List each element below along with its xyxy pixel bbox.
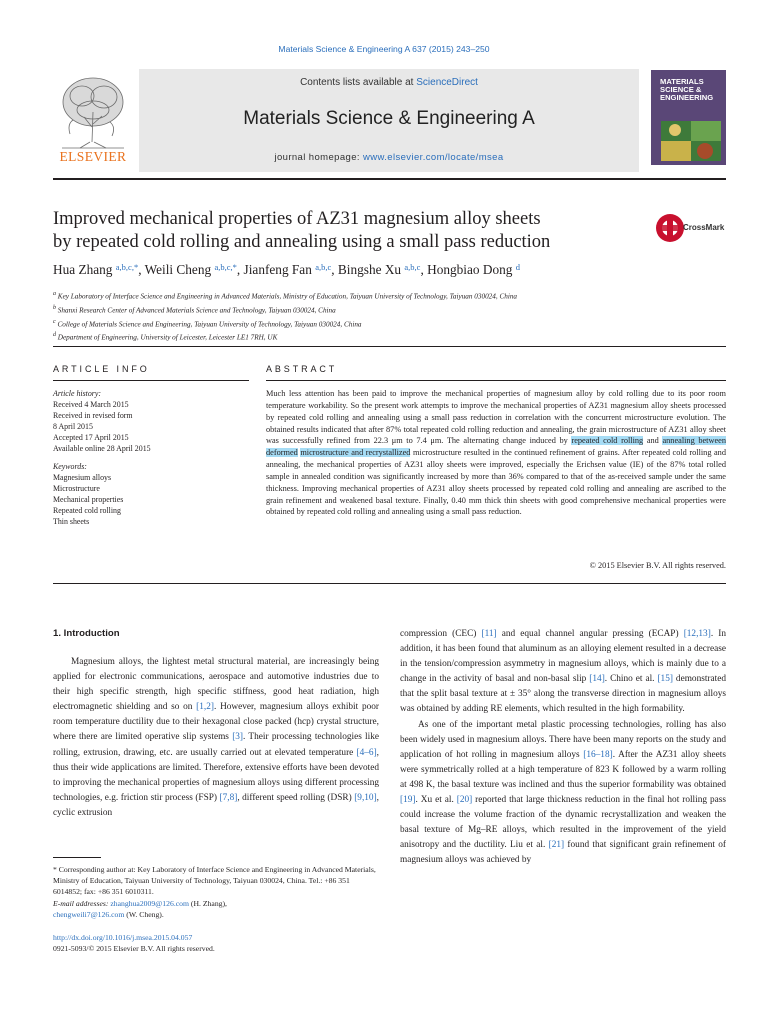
journal-homepage-link[interactable]: www.elsevier.com/locate/msea	[362, 152, 504, 163]
keyword: Repeated cold rolling	[53, 506, 121, 516]
body-text: . Their processing technologies like rolling, extrusion, drawing, etc. are usually carried out at elevated temperature	[53, 732, 380, 758]
affiliation-text: Department of Engineering, University of Leicester, Leicester LE1 7RH, UK	[57, 333, 278, 342]
body-text: , different speed rolling (DSR)	[237, 792, 355, 803]
article-info-divider	[53, 380, 249, 381]
email-label: E-mail addresses:	[53, 898, 111, 908]
cover-title-line: ENGINEERING	[660, 93, 714, 103]
author-affiliation-marks[interactable]: a,b,c,*	[115, 262, 139, 272]
abstract-divider	[266, 380, 726, 381]
author-separator: ,	[331, 262, 338, 277]
abstract-segment: and	[643, 436, 663, 446]
author-name: Jianfeng Fan	[243, 262, 312, 277]
citation-link[interactable]: [4–6]	[356, 747, 377, 758]
history-label: Article history:	[53, 389, 101, 398]
body-text: . Chino et al.	[604, 674, 658, 685]
cover-title-line: SCIENCE &	[660, 85, 702, 95]
author-separator: ,	[138, 262, 145, 277]
affiliations	[53, 289, 743, 344]
section-heading: 1. Introduction	[53, 628, 120, 639]
keyword: Mechanical properties	[53, 495, 124, 505]
affiliation	[53, 303, 743, 317]
citation-link[interactable]: [1,2]	[196, 702, 214, 713]
article-title	[53, 208, 643, 254]
title-line: Improved mechanical properties of AZ31 magnesium alloy sheets	[53, 209, 541, 229]
affiliation-text: College of Materials Science and Engineering, Taiyuan University of Technology, Taiyuan 030024, China	[57, 319, 362, 328]
author-separator: ,	[420, 262, 428, 277]
journal-homepage-line	[139, 152, 639, 163]
keywords	[53, 461, 253, 528]
body-text: As one of the important metal plastic processing technologies, rolling has also been widely used in magnesium alloys. There have been many reports on the study and application of hot rolling in magnesium alloys	[400, 719, 726, 760]
citation-link[interactable]: [15]	[657, 674, 673, 685]
affiliation-mark: b	[53, 304, 56, 311]
crossmark-label[interactable]: CrossMark	[683, 223, 725, 232]
citation-link[interactable]: [19]	[400, 795, 416, 806]
body-text: demonstrated that the split basal texture at ± 35° along the transverse direction in magnesium alloys was obtained by adding RE elements, which resulted in the high formability.	[400, 674, 726, 715]
author-name: Bingshe Xu	[337, 262, 402, 277]
highlighted-text[interactable]: annealing between deformed	[266, 436, 726, 458]
abstract-copyright: © 2015 Elsevier B.V. All rights reserved.	[589, 561, 726, 570]
citation-link[interactable]: [14]	[589, 674, 605, 685]
paragraph	[400, 718, 726, 869]
affiliation	[53, 289, 743, 303]
citation-link[interactable]: [20]	[456, 795, 473, 806]
author-affiliation-marks[interactable]: a,b,c	[404, 262, 421, 272]
header-divider	[53, 178, 726, 180]
section-divider	[53, 346, 726, 347]
contents-prefix: Contents lists available at	[300, 77, 417, 88]
homepage-prefix: journal homepage:	[274, 152, 363, 163]
body-text: , thus their wide applications are limited. Therefore, extensive efforts have been devoted to improving the mechanical properties of magnesium alloys using different processing technologies, e.g. friction stir process (FSP)	[53, 747, 379, 803]
history-item: Available online 28 April 2015	[53, 444, 151, 454]
body-column-left	[53, 655, 379, 821]
affiliation	[53, 330, 743, 344]
author-affiliation-marks[interactable]: a,b,c,*	[214, 262, 237, 272]
cover-title-line: MATERIALS	[660, 77, 704, 86]
citation-link[interactable]: [11]	[481, 629, 497, 639]
author-affiliation-marks[interactable]: a,b,c	[315, 262, 332, 272]
affiliation-text: Key Laboratory of Interface Science and Engineering in Advanced Materials, Ministry of Education, Taiyuan University of Technology, Taiyuan 030024, China	[57, 292, 518, 301]
article-history	[53, 388, 253, 455]
body-text: , cyclic extrusion	[53, 792, 379, 818]
body-text: . Xu et al.	[415, 795, 457, 806]
email-link[interactable]: zhanghua2009@126.com	[110, 898, 189, 908]
email-owner: (W. Cheng).	[124, 909, 164, 919]
body-text: found that significant grain refinement of magnesium alloys was achieved by	[400, 840, 726, 866]
keywords-label: Keywords:	[53, 462, 87, 471]
abstract-segment: Much less attention has been paid to improve the mechanical properties of magnesium alloy by cold rolling due to its poor room temperature workability. So the present work attempts to improve the mechanical properties of AZ31 magnesium alloy sheets processed by repeated cold rolling and annealing using a small pass reduction in correlation with the concurrent microstructure evolution. The obtained results indicated that after 87% total repeated cold rolling reduction and annealing, the grain microstructure of AZ31 alloy sheet was successfully refined from 22.3 μm to 7.4 μm. The alternating change induced by	[266, 389, 726, 446]
doi-link[interactable]: http://dx.doi.org/10.1016/j.msea.2015.04.057	[53, 933, 193, 942]
sciencedirect-link[interactable]: ScienceDirect	[416, 77, 478, 88]
body-text: . In addition, it has been found that aluminum as an alloying element resulted in a decrease in the tension/compression asymmetry in magnesium alloys, which is mainly due to a change in the activity of basal and non-basal slip	[400, 629, 726, 685]
author-name: Hongbiao Dong	[427, 262, 513, 277]
keyword: Magnesium alloys	[53, 473, 112, 483]
keyword: Microstructure	[53, 484, 100, 494]
history-item: Received 4 March 2015	[53, 400, 129, 410]
cover-title	[660, 78, 726, 103]
body-column-right	[400, 627, 726, 869]
abstract-segment: microstructure resulted in the continued refinement of grains. After repeated cold rolling and annealing, the mechanical properties of AZ31 alloy sheets were improved, especially the Erichsen value (IE) of the 87% total rolled sample in annealed condition was significantly increased by more than 36% compared to that of the as-received sample under the same thickness. Improving mechanical properties of AZ31 alloy sheets processed by repeated cold rolling and annealing are ascribed to the grain refinement and weakened basal texture. Finally, 0.40 mm thick thin sheets with good comprehensive mechanical properties were obtained by repeated cold rolling and annealing using a small pass reduction.	[266, 448, 726, 517]
abstract-text	[266, 388, 726, 518]
citation-link[interactable]: [9,10]	[354, 792, 377, 803]
affiliation	[53, 317, 743, 331]
citation-link[interactable]: [12,13]	[683, 629, 711, 639]
elsevier-wordmark: ELSEVIER	[59, 149, 127, 164]
author-name: Weili Cheng	[144, 262, 212, 277]
title-line: by repeated cold rolling and annealing using a small pass reduction	[53, 232, 551, 252]
journal-reference[interactable]: Materials Science & Engineering A 637 (2015) 243–250	[278, 44, 490, 54]
citation-link[interactable]: [7,8]	[219, 792, 238, 803]
corresponding-author-footnote	[53, 864, 379, 920]
author-list	[53, 262, 733, 278]
body-text: reported that large thickness reduction in the final hot rolling pass could increase the volume fraction of the dynamic recrystallization and weaken the basal texture of Mg–RE alloys, which resulted in the improvement of the yield anisotropy and the ductility. Liu et al.	[400, 795, 726, 851]
body-text: Magnesium alloys, the lightest metal structural material, are increasingly being applied for electronic communications, aerospace and automotive industries due to their high specific strength, high specific stiffness, good heat radiation, high electromagnetic shielding and so on	[53, 657, 379, 713]
affiliation-text: Shanxi Research Center of Advanced Materials Science and Technology, Taiyuan 030024, China	[57, 306, 336, 315]
issn-line: 0921-5093/© 2015 Elsevier B.V. All rights reserved.	[53, 944, 215, 953]
cover-artwork	[661, 121, 721, 161]
body-text: . However, magnesium alloys exhibit poor room temperature ductility due to their hexagonal close packed (hcp) crystal structure, where there are limited operative slip systems	[53, 702, 380, 743]
history-item: Accepted 17 April 2015	[53, 433, 129, 443]
article-info-heading: ARTICLE INFO	[53, 364, 150, 374]
journal-title: Materials Science & Engineering A	[243, 108, 535, 129]
history-item: 8 April 2015	[53, 422, 93, 432]
contents-line	[139, 77, 639, 88]
affiliation-mark: d	[53, 332, 56, 339]
author-name: Hua Zhang	[53, 262, 113, 277]
highlighted-text[interactable]: microstructure and recrystallized	[300, 448, 411, 458]
citation-link[interactable]: [21]	[548, 840, 565, 851]
history-item: Received in revised form	[53, 411, 133, 421]
body-text: . After the AZ31 alloy sheets were symmetrically rolled at a high temperature of 823 K followed by a warm rolling at 498 K, the basal texture was inclined and thus the superior formability was obtained	[400, 749, 726, 790]
body-text: compression (CEC)	[400, 629, 482, 639]
affiliation-mark: c	[53, 318, 56, 325]
citation-link[interactable]: [16–18]	[583, 749, 613, 760]
author-affiliation-marks[interactable]: d	[515, 262, 521, 272]
email-line	[53, 898, 379, 920]
affiliation-mark: a	[53, 291, 56, 297]
footnote-divider	[53, 857, 101, 858]
citation-link[interactable]: [3]	[232, 732, 244, 743]
keyword: Thin sheets	[53, 517, 90, 527]
body-text: and equal channel angular pressing (ECAP)	[496, 629, 684, 639]
abstract-heading: ABSTRACT	[266, 364, 338, 374]
paragraph	[400, 627, 726, 718]
email-owner: (H. Zhang),	[188, 898, 227, 908]
highlighted-text[interactable]: repeated cold rolling	[571, 436, 644, 446]
author-separator: ,	[236, 262, 244, 277]
abstract-bottom-divider	[53, 583, 726, 584]
email-link[interactable]: chengweili7@126.com	[53, 909, 125, 919]
corresponding-author-note: * Corresponding author at: Key Laboratory of Interface Science and Engineering in Advanced Materials, Ministry of Education, Taiyuan University of Technology, Taiyuan 030024, China. Tel.: +86 351 6014852; fax: +86 351 6010311.	[53, 865, 376, 897]
